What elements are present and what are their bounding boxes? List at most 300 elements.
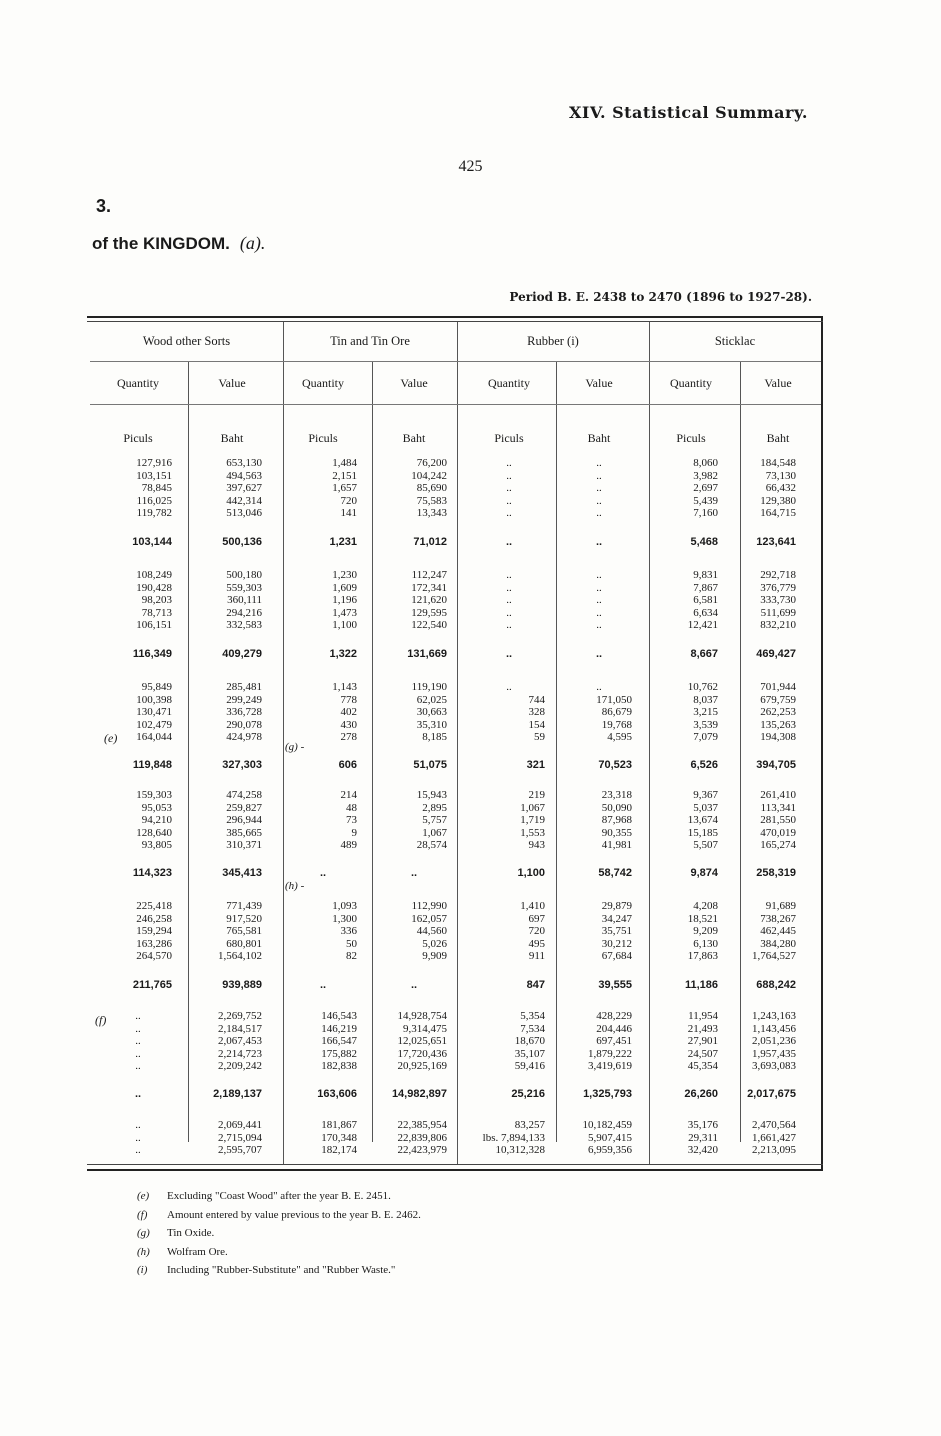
data-cell: 8,037 [693,693,718,706]
data-cell: 112,247 [411,569,447,581]
data-cell: 1,196 [332,594,357,607]
data-cell: 332,583 [226,619,262,632]
total-cell: 211,765 [132,979,172,991]
total-cell: .. [410,867,418,879]
data-cell: 1,143 [332,681,357,693]
total-cell: .. [319,867,327,879]
data-cell: 164,715 [760,507,796,520]
data-cell: 122,540 [411,619,447,632]
data-cell: 336,728 [226,706,262,719]
data-cell: 278 [340,731,357,744]
total-cell: .. [505,536,513,548]
data-cell: 34,247 [601,912,632,925]
data-cell: .. [506,569,512,581]
data-cell: 181,867 [321,1119,357,1131]
total-cell: 688,242 [756,979,796,991]
data-cell: 8,185 [422,731,447,744]
total-cell: 25,216 [511,1088,545,1100]
data-cell: 94,210 [141,814,172,827]
footnote-mark: (f) [137,1208,148,1221]
data-cell: 67,684 [601,950,632,963]
data-cell: 13,343 [416,507,447,520]
data-cell: 1,230 [332,569,357,581]
data-cell: 679,759 [760,693,796,706]
footnote-text: Wolfram Ore. [167,1245,228,1258]
unit-tin-quantity: Piculs [308,431,338,445]
data-cell: 95,849 [141,681,172,693]
data-cell: 184,548 [760,457,796,469]
data-cell: 62,025 [416,693,447,706]
data-cell: 384,280 [760,937,796,950]
data-cell: 27,901 [687,1035,718,1048]
data-cell: 15,185 [687,826,718,839]
section-note-mark: (a). [239,233,266,253]
data-cell: 116,025 [136,494,172,507]
data-cell: .. [135,1047,141,1060]
data-cell: 159,303 [136,789,172,801]
total-cell: 131,669 [407,648,447,660]
subheading-wood-value: Value [218,376,246,390]
data-cell: .. [506,594,512,607]
data-cell: 697 [528,912,545,925]
data-cell: 100,398 [136,693,172,706]
data-cell: 1,243,163 [752,1010,796,1022]
data-cell: .. [596,457,602,469]
data-cell: 103,151 [136,469,172,482]
data-cell: 246,258 [136,912,172,925]
data-cell: 1,661,427 [752,1131,796,1144]
data-cell: 1,067 [520,801,545,814]
period-caption: Period B. E. 2438 to 2470 (1896 to 1927-28). [509,290,812,304]
data-cell: 6,581 [693,594,718,607]
data-cell: 832,210 [760,619,796,632]
data-cell: 333,730 [760,594,796,607]
page-number: 425 [458,158,483,175]
data-cell: 219 [528,789,545,801]
total-cell: 1,231 [329,536,357,548]
data-cell: 9,831 [693,569,718,581]
data-cell: 35,751 [601,925,632,938]
running-head: XIV. Statistical Summary. [568,103,808,122]
data-cell: .. [506,482,512,495]
data-cell: 1,879,222 [588,1047,632,1060]
data-cell: .. [506,619,512,632]
data-cell: 2,151 [332,469,357,482]
data-cell: .. [596,606,602,619]
data-cell: 9 [351,826,357,839]
data-cell: 13,674 [687,814,718,827]
data-cell: 281,550 [760,814,796,827]
data-cell: .. [135,1144,141,1157]
data-cell: 75,583 [416,494,447,507]
data-cell: 23,318 [601,789,632,801]
data-cell: .. [506,581,512,594]
data-cell: 7,079 [693,731,718,744]
data-cell: 172,341 [411,581,447,594]
data-cell: 15,943 [416,789,447,801]
data-cell: 182,174 [321,1144,357,1157]
note-mark-h: (h) - [285,880,305,892]
data-cell: 559,303 [226,581,262,594]
data-cell: 20,925,169 [397,1060,447,1073]
data-cell: .. [596,681,602,693]
data-cell: 911 [528,950,545,963]
data-cell: 10,762 [687,681,718,693]
data-cell: .. [596,569,602,581]
data-cell: 430 [340,718,357,731]
data-cell: 78,713 [141,606,172,619]
data-cell: 10,312,328 [495,1144,545,1157]
total-cell: 409,279 [222,648,262,660]
data-cell: 511,699 [760,606,796,619]
data-cell: 680,801 [226,937,262,950]
data-cell: 778 [340,693,357,706]
data-cell: 48 [346,801,357,814]
subheading-rubber-value: Value [585,376,613,390]
data-cell: 146,219 [321,1022,357,1035]
total-cell: 606 [338,759,357,771]
total-cell: 5,468 [690,536,718,548]
total-cell: 500,136 [222,536,262,548]
data-cell: 159,294 [136,925,172,938]
data-cell: 500,180 [226,569,262,581]
data-cell: 119,190 [411,681,447,693]
note-mark-e: (e) [104,731,118,745]
data-cell: 121,620 [411,594,447,607]
data-cell: 1,100 [332,619,357,632]
data-cell: 73,130 [765,469,796,482]
data-cell: 310,371 [226,839,262,852]
data-cell: .. [506,507,512,520]
data-cell: 141 [340,507,357,520]
data-cell: 22,423,979 [397,1144,447,1157]
data-cell: .. [596,581,602,594]
total-cell: 321 [526,759,545,771]
data-cell: 78,845 [141,482,172,495]
data-cell: 10,182,459 [582,1119,632,1131]
total-cell: 6,526 [690,759,718,771]
group-heading-tin: Tin and Tin Ore [330,334,410,348]
total-cell: 39,555 [598,979,632,991]
data-cell: 11,954 [688,1010,718,1022]
group-heading-wood: Wood other Sorts [142,334,231,348]
footnote [137,1264,395,1276]
data-cell: 175,882 [321,1047,357,1060]
total-cell: 2,017,675 [747,1088,796,1100]
data-cell: 45,354 [687,1060,718,1073]
data-cell: 299,249 [226,693,262,706]
data-cell: 494,563 [226,469,262,482]
data-cell: .. [596,594,602,607]
data-cell: 2,069,441 [218,1119,262,1131]
data-cell: 428,229 [596,1010,632,1022]
data-cell: 9,314,475 [403,1022,447,1035]
data-cell: 462,445 [760,925,796,938]
data-cell: 328 [528,706,545,719]
data-cell: 294,216 [226,606,262,619]
section-number: 3. [96,196,112,216]
footnote-text: Tin Oxide. [167,1227,215,1239]
data-cell: 83,257 [514,1119,545,1131]
data-cell: 17,863 [687,950,718,963]
total-cell: .. [134,1088,142,1100]
data-cell: 943 [528,839,545,852]
total-cell: 9,874 [690,867,718,879]
data-cell: 4,208 [693,900,718,912]
data-cell: 164,044 [136,731,172,744]
footnote-mark: (e) [137,1190,150,1202]
data-cell: 1,657 [332,482,357,495]
table-frame-inner-top-rule [87,321,823,322]
data-cell: 1,719 [520,814,545,827]
data-cell: 214 [340,789,357,801]
subheading-wood-quantity: Quantity [117,376,159,390]
data-cell: 135,263 [760,718,796,731]
data-cell: 95,053 [141,801,172,814]
data-cell: 5,507 [693,839,718,852]
data-cell: 262,253 [760,706,796,719]
data-cell: 108,249 [136,569,172,581]
data-cell: 5,037 [693,801,718,814]
data-cell: 66,432 [765,482,796,495]
footnote-text: Excluding "Coast Wood" after the year B. E. 2451. [167,1190,391,1202]
table-frame-inner-bottom-rule [87,1164,823,1165]
total-cell: 58,742 [598,867,632,879]
data-cell: 14,928,754 [397,1010,447,1022]
data-cell: 163,286 [136,937,172,950]
total-cell: 103,144 [132,536,172,548]
data-cell: 285,481 [226,681,262,693]
data-cell: 50,090 [601,801,632,814]
data-cell: 9,209 [693,925,718,938]
data-cell: .. [506,469,512,482]
data-cell: 917,520 [226,912,262,925]
data-cell: 385,665 [226,826,262,839]
data-cell: 87,968 [601,814,632,827]
total-cell: 11,186 [684,979,718,991]
data-cell: 697,451 [596,1035,632,1048]
data-cell: .. [135,1119,141,1131]
data-cell: .. [506,457,512,469]
total-cell: 327,303 [222,759,262,771]
group-heading-rubber: Rubber (i) [527,334,579,348]
data-cell: 2,269,752 [218,1010,262,1022]
footnote [137,1209,421,1221]
data-cell: 85,690 [416,482,447,495]
data-cell: 2,214,723 [218,1047,262,1060]
data-cell: 22,839,806 [397,1131,447,1144]
total-cell: 163,606 [317,1088,357,1100]
unit-sticklac-value: Baht [766,431,790,445]
total-cell: 2,189,137 [213,1088,262,1100]
note-mark-g: (g) - [285,741,305,753]
total-cell: .. [595,648,603,660]
data-cell: 59,416 [514,1060,545,1073]
data-cell: 129,380 [760,494,796,507]
data-cell: 32,420 [687,1144,718,1157]
total-cell: 939,889 [222,979,262,991]
data-cell: 154 [528,718,545,731]
total-cell: 469,427 [756,648,796,660]
data-cell: 12,025,651 [397,1035,447,1048]
data-cell: 113,341 [760,801,796,814]
data-cell: 30,663 [416,706,447,719]
total-cell: 1,325,793 [583,1088,632,1100]
data-cell: 513,046 [226,507,262,520]
data-cell: 1,764,527 [752,950,796,963]
footnote-mark: (g) [137,1227,150,1239]
data-cell: 6,130 [693,937,718,950]
total-cell: 345,413 [222,867,262,879]
data-cell: .. [135,1010,141,1022]
data-cell: 653,130 [226,457,262,469]
data-cell: 5,757 [422,814,447,827]
data-cell: 1,410 [520,900,545,912]
data-cell: 29,311 [688,1131,718,1144]
total-cell: 123,641 [756,536,796,548]
total-cell: 71,012 [413,536,447,548]
subheading-tin-value: Value [400,376,428,390]
total-cell: .. [595,536,603,548]
data-cell: .. [135,1060,141,1073]
data-cell: 7,534 [520,1022,545,1035]
data-cell: 76,200 [416,457,447,469]
data-cell: 112,990 [411,900,447,912]
section-title [92,233,265,254]
data-cell: 442,314 [226,494,262,507]
subheading-rubber-quantity: Quantity [488,376,530,390]
footnote [137,1227,214,1239]
data-cell: 104,242 [411,469,447,482]
data-cell: 738,267 [760,912,796,925]
data-cell: 2,067,453 [218,1035,262,1048]
data-cell: 170,348 [321,1131,357,1144]
footnote [137,1190,391,1202]
footnote [137,1246,228,1258]
data-cell: 7,160 [693,507,718,520]
data-cell: 3,419,619 [588,1060,632,1073]
data-cell: 720 [340,494,357,507]
data-cell: 6,634 [693,606,718,619]
data-cell: 29,879 [601,900,632,912]
footnote-mark: (h) [137,1245,150,1258]
data-cell: 5,907,415 [588,1131,632,1144]
data-cell: 127,916 [136,457,172,469]
unit-sticklac-quantity: Piculs [676,431,706,445]
data-cell: 2,213,095 [752,1144,796,1157]
data-cell: 1,143,456 [752,1022,796,1035]
data-cell: 2,184,517 [218,1022,262,1035]
data-cell: 765,581 [226,925,262,938]
data-cell: 701,944 [760,681,796,693]
data-cell: 128,640 [136,826,172,839]
data-cell: 119,782 [136,507,172,520]
data-cell: .. [135,1131,141,1144]
total-cell: 119,848 [132,759,172,771]
data-cell: 35,176 [687,1119,718,1131]
data-cell: 5,354 [520,1010,545,1022]
subheading-sticklac-quantity: Quantity [670,376,712,390]
data-cell: 171,050 [596,693,632,706]
data-cell: 4,595 [607,731,632,744]
data-cell: 82 [346,950,357,963]
data-cell: 397,627 [226,482,262,495]
data-cell: 6,959,356 [588,1144,632,1157]
data-cell: 296,944 [226,814,262,827]
data-cell: 376,779 [760,581,796,594]
data-cell: 204,446 [596,1022,632,1035]
data-cell: 35,107 [514,1047,545,1060]
total-cell: .. [410,979,418,991]
subheading-rule [90,404,821,405]
data-cell: 91,689 [765,900,796,912]
data-cell: 2,697 [693,482,718,495]
data-cell: 2,895 [422,801,447,814]
data-cell: 2,051,236 [752,1035,796,1048]
data-cell: 165,274 [760,839,796,852]
total-cell: .. [319,979,327,991]
data-cell: 292,718 [760,569,796,581]
data-cell: 194,308 [760,731,796,744]
data-cell: 59 [534,731,545,744]
data-cell: 93,805 [141,839,172,852]
data-cell: 3,693,083 [752,1060,796,1073]
data-cell: lbs. 7,894,133 [482,1131,545,1144]
data-cell: .. [135,1035,141,1048]
data-cell: 489 [340,839,357,852]
data-cell: 18,521 [687,912,718,925]
footnote-mark: (i) [137,1264,148,1276]
data-cell: 30,212 [601,937,632,950]
total-cell: 1,100 [517,867,545,879]
data-cell: 3,982 [693,469,718,482]
data-cell: 12,421 [687,619,718,632]
data-cell: 190,428 [136,581,172,594]
data-cell: .. [596,469,602,482]
group-heading-rule [90,361,821,362]
data-cell: 8,060 [693,457,718,469]
data-cell: 744 [528,693,545,706]
data-cell: .. [596,619,602,632]
group-heading-sticklac: Sticklac [714,334,756,348]
data-cell: 474,258 [226,789,262,801]
total-cell: 26,260 [684,1088,718,1100]
data-cell: .. [506,681,512,693]
total-cell: 394,705 [756,759,796,771]
data-cell: 470,019 [760,826,796,839]
data-cell: 73 [346,814,357,827]
data-cell: 44,560 [416,925,447,938]
data-cell: 50 [346,937,357,950]
data-cell: 1,553 [520,826,545,839]
data-cell: 86,679 [601,706,632,719]
data-cell: 7,867 [693,581,718,594]
data-cell: 18,670 [514,1035,545,1048]
data-cell: .. [506,494,512,507]
total-cell: 8,667 [690,648,718,660]
data-cell: 146,543 [321,1010,357,1022]
data-cell: 402 [340,706,357,719]
data-cell: 182,838 [321,1060,357,1073]
total-cell: 70,523 [598,759,632,771]
data-cell: 24,507 [687,1047,718,1060]
data-cell: 22,385,954 [397,1119,447,1131]
total-cell: 51,075 [413,759,447,771]
data-cell: .. [135,1022,141,1035]
data-cell: 264,570 [136,950,172,963]
data-cell: 130,471 [136,706,172,719]
data-cell: 1,564,102 [218,950,262,963]
